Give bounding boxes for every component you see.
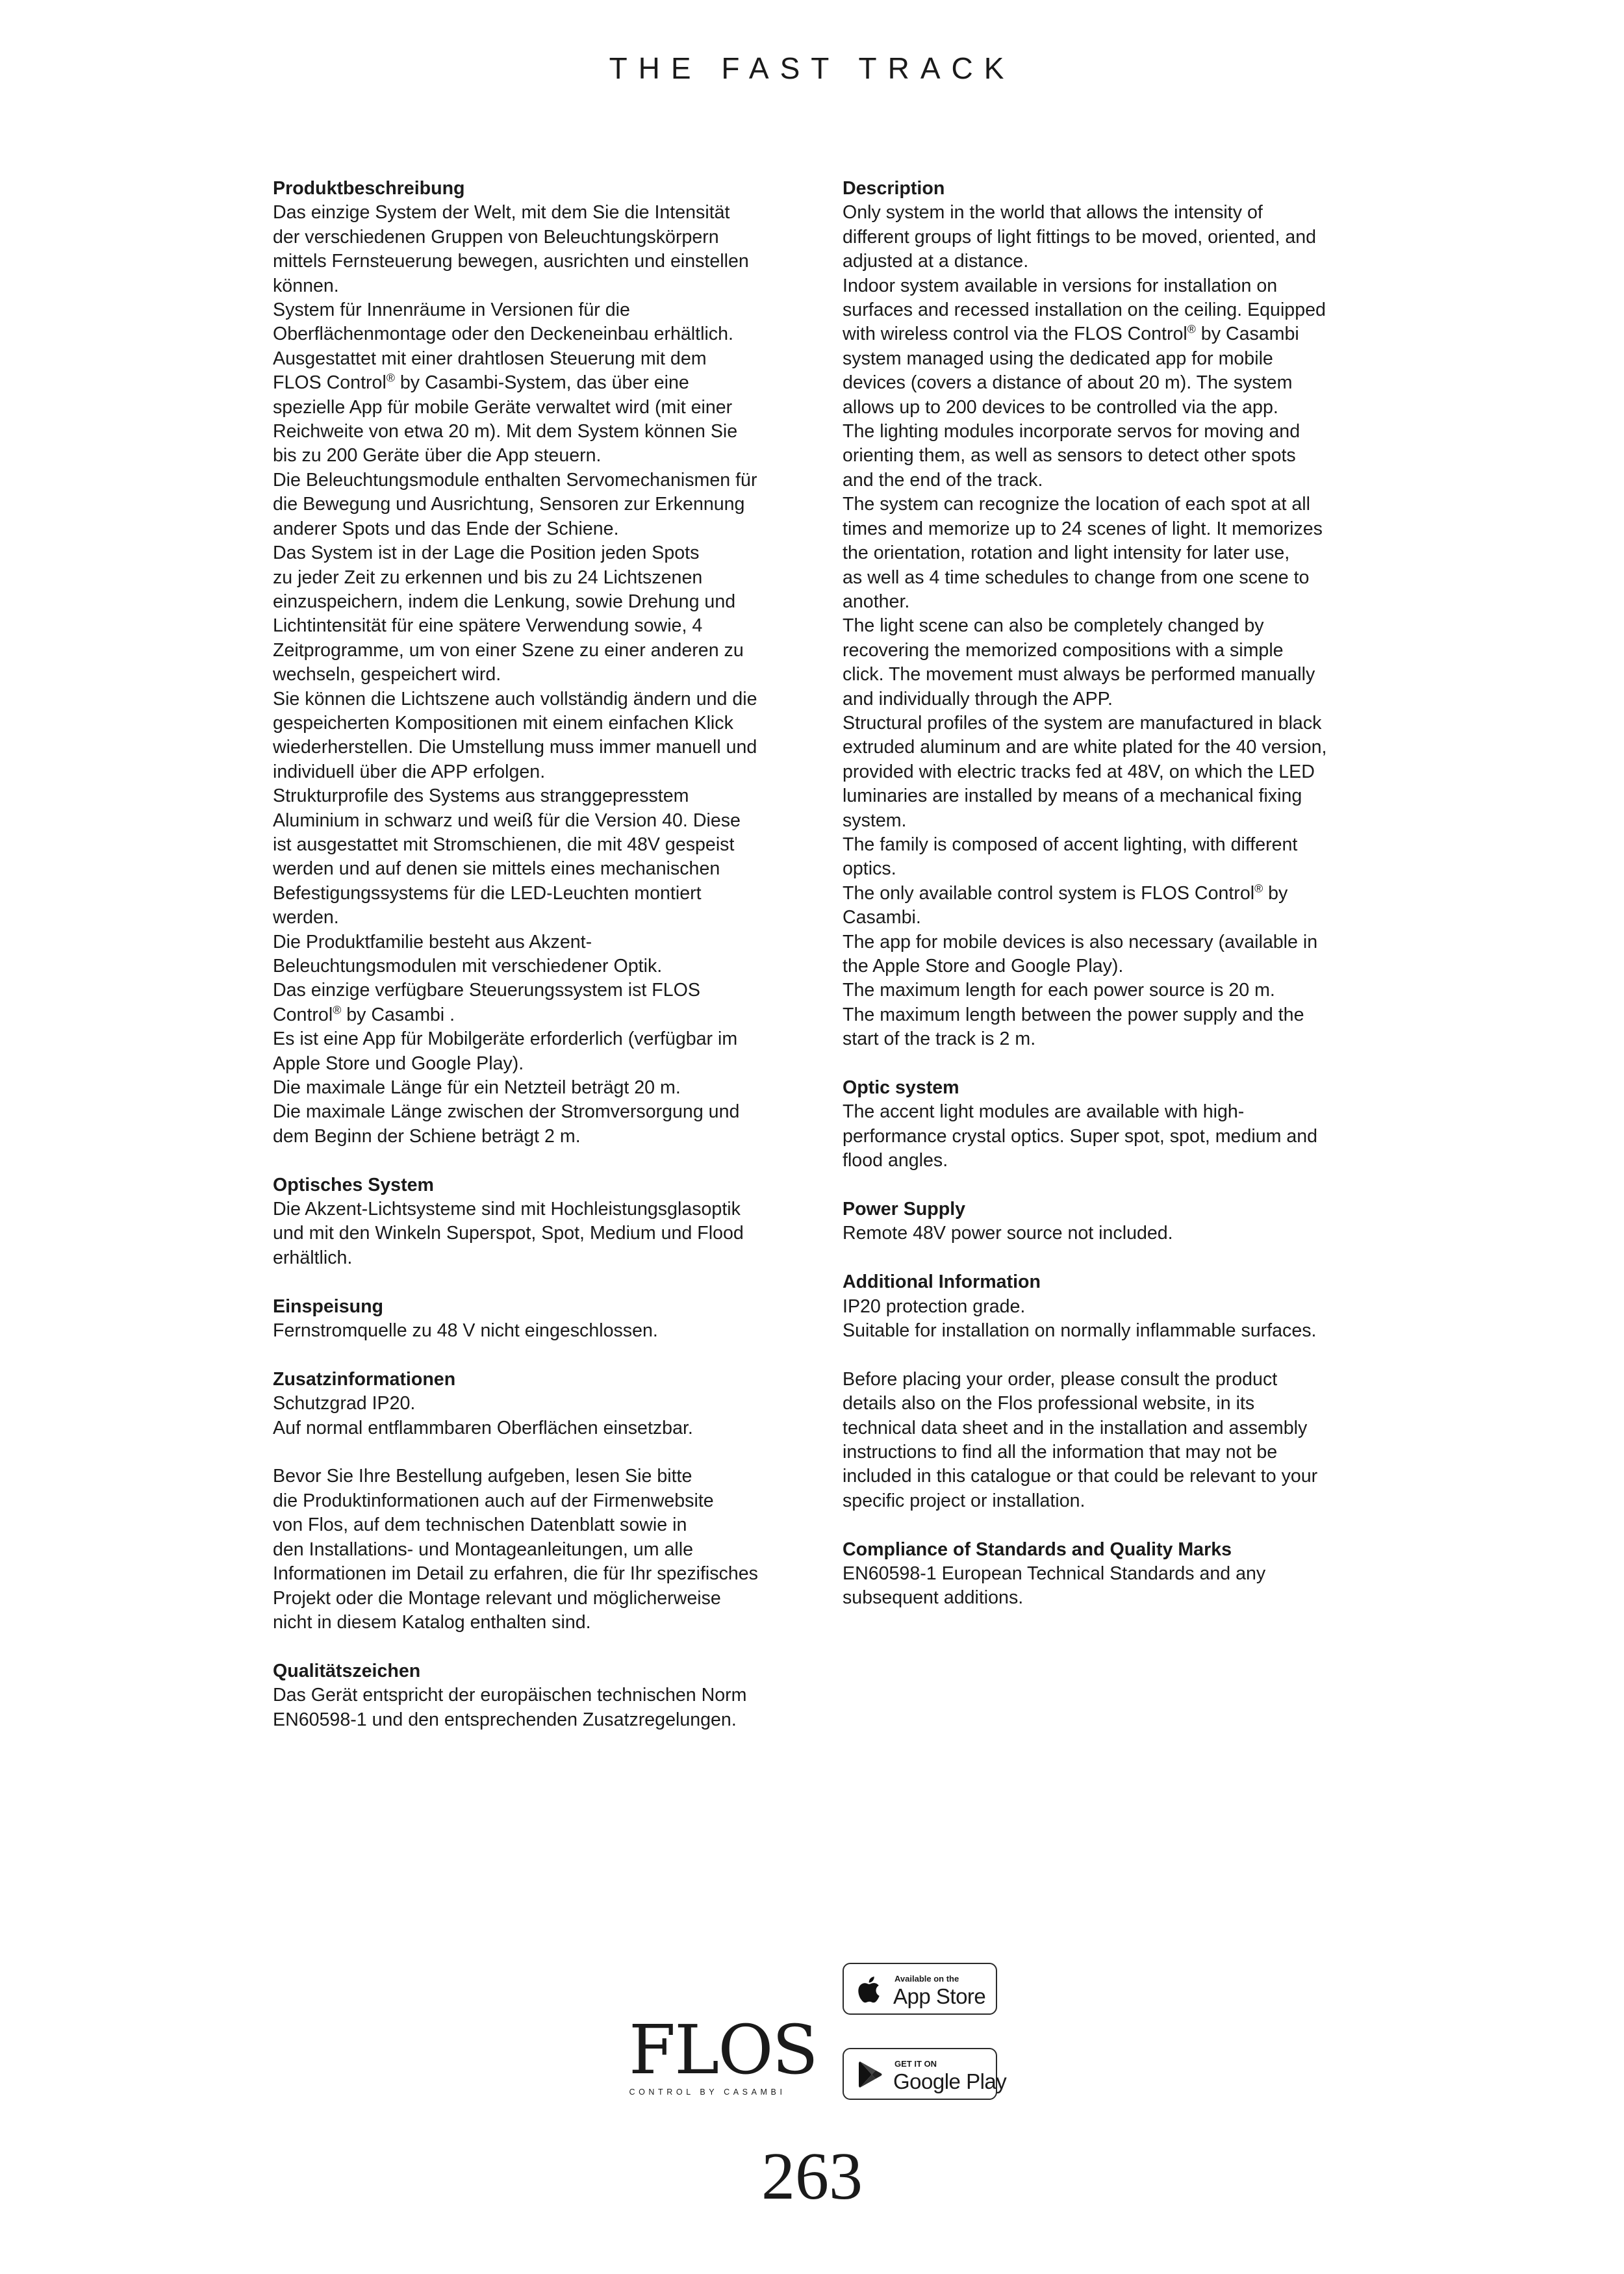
- text-line: nicht in diesem Katalog enthalten sind.: [273, 1611, 591, 1633]
- text-line: Schutzgrad IP20.: [273, 1393, 416, 1414]
- text-line: The maximum length between the power supply and the: [843, 1004, 1304, 1025]
- text-line: The only available control system is FLOS Control® by: [843, 882, 1288, 904]
- text-line: den Installations- und Montageanleitungen, um alle: [273, 1539, 693, 1560]
- text-line: and the end of the track.: [843, 469, 1043, 491]
- text-line: flood angles.: [843, 1150, 948, 1171]
- text-line: Befestigungssystems für die LED-Leuchten montiert: [273, 882, 702, 904]
- text-line: FLOS Control® by Casambi-System, das über eine: [273, 371, 689, 394]
- text-line: with wireless control via the FLOS Control® by Casambi: [843, 322, 1299, 345]
- text-line: The light scene can also be completely changed by: [843, 615, 1264, 637]
- google-play-icon: [856, 2059, 885, 2090]
- text-line: Bevor Sie Ihre Bestellung aufgeben, lesen Sie bitte: [273, 1466, 692, 1487]
- german-section: [273, 1173, 812, 1271]
- text-line: EN60598-1 European Technical Standards and any: [843, 1563, 1266, 1585]
- section-heading: Produktbeschreibung: [273, 178, 465, 199]
- text-line: The family is composed of accent lighting, with different: [843, 834, 1298, 855]
- text-line: wechseln, gespeichert wird.: [273, 664, 501, 685]
- german-section: [273, 1368, 812, 1440]
- german-section: [273, 1464, 812, 1635]
- text-line: system managed using the dedicated app for mobile: [843, 348, 1273, 369]
- text-line: Only system in the world that allows the intensity of: [843, 202, 1263, 224]
- text-line: gespeicherten Kompositionen mit einem einfachen Klick: [273, 712, 733, 734]
- text-line: Das einzige System der Welt, mit dem Sie die Intensität: [273, 202, 730, 224]
- text-line: Zeitprogramme, um von einer Szene zu einer anderen zu: [273, 639, 744, 661]
- section-heading: Compliance of Standards and Quality Marks: [843, 1539, 1232, 1560]
- page-title: THE FAST TRACK: [609, 51, 1015, 85]
- text-line: the orientation, rotation and light intensity for later use,: [843, 543, 1290, 564]
- text-line: Informationen im Detail zu erfahren, die für Ihr spezifisches: [273, 1563, 758, 1585]
- section-heading: Qualitätszeichen: [273, 1660, 421, 1681]
- text-line: devices (covers a distance of about 20 m). The system: [843, 372, 1293, 394]
- text-line: The app for mobile devices is also necessary (available in: [843, 931, 1318, 952]
- text-line: luminaries are installed by means of a mechanical fixing: [843, 786, 1302, 807]
- text-line: Indoor system available in versions for installation on: [843, 275, 1278, 296]
- text-line: provided with electric tracks fed at 48V, on which the LED: [843, 761, 1315, 782]
- text-line: wiederherstellen. Die Umstellung muss immer manuell und: [273, 737, 757, 758]
- english-section: [843, 177, 1382, 1052]
- text-line: erhältlich.: [273, 1247, 353, 1268]
- text-line: werden.: [273, 907, 339, 928]
- english-column: [843, 177, 1382, 1635]
- text-line: Control® by Casambi .: [273, 1003, 455, 1025]
- section-heading: Power Supply: [843, 1199, 966, 1220]
- section-heading: Optisches System: [273, 1174, 434, 1195]
- text-line: von Flos, auf dem technischen Datenblatt sowie in: [273, 1514, 687, 1536]
- german-section: [273, 177, 812, 1149]
- text-line: times and memorize up to 24 scenes of light. It memorizes: [843, 518, 1323, 539]
- text-line: click. The movement must always be performed manually: [843, 664, 1315, 685]
- german-section: [273, 1295, 812, 1344]
- text-line: Die Produktfamilie besteht aus Akzent-: [273, 931, 592, 952]
- app-store-badge[interactable]: [843, 1963, 997, 2015]
- text-line: Apple Store und Google Play).: [273, 1053, 524, 1074]
- text-line: Reichweite von etwa 20 m). Mit dem System können Sie: [273, 421, 738, 442]
- text-line: surfaces and recessed installation on the ceiling. Equipped: [843, 300, 1326, 321]
- app-store-badge-caption: Available on the: [894, 1974, 959, 1984]
- text-line: The lighting modules incorporate servos for moving and: [843, 421, 1300, 442]
- text-line: Lichtintensität für eine spätere Verwendung sowie, 4: [273, 615, 703, 637]
- text-line: können.: [273, 275, 339, 296]
- apple-icon: [856, 1974, 885, 2005]
- english-section: [843, 1368, 1382, 1513]
- text-line: Casambi.: [843, 907, 921, 928]
- german-section: [273, 1659, 812, 1732]
- text-line: extruded aluminum and are white plated for the 40 version,: [843, 737, 1327, 758]
- section-heading: Description: [843, 178, 945, 199]
- english-section: [843, 1197, 1382, 1246]
- text-line: individuell über die APP erfolgen.: [273, 761, 546, 782]
- text-line: Auf normal entflammbaren Oberflächen einsetzbar.: [273, 1417, 693, 1438]
- text-line: Die Beleuchtungsmodule enthalten Servomechanismen für: [273, 469, 757, 491]
- text-line: The accent light modules are available with high-: [843, 1101, 1245, 1123]
- text-line: Die maximale Länge für ein Netzteil beträgt 20 m.: [273, 1077, 681, 1099]
- text-line: adjusted at a distance.: [843, 251, 1029, 272]
- text-line: die Produktinformationen auch auf der Firmenwebsite: [273, 1490, 714, 1511]
- text-line: Structural profiles of the system are manufactured in black: [843, 712, 1322, 734]
- text-line: ist ausgestattet mit Stromschienen, die mit 48V gespeist: [273, 834, 735, 855]
- text-line: Oberflächenmontage oder den Deckeneinbau erhältlich.: [273, 324, 733, 345]
- text-line: start of the track is 2 m.: [843, 1028, 1036, 1050]
- text-line: technical data sheet and in the installation and assembly: [843, 1417, 1308, 1438]
- section-heading: Optic system: [843, 1077, 959, 1099]
- text-line: system.: [843, 810, 907, 831]
- text-line: and individually through the APP.: [843, 688, 1113, 709]
- text-line: Fernstromquelle zu 48 V nicht eingeschlossen.: [273, 1320, 658, 1342]
- flos-logo-subtitle: CONTROL BY CASAMBI: [629, 2088, 786, 2097]
- text-line: Suitable for installation on normally inflammable surfaces.: [843, 1320, 1317, 1342]
- text-line: spezielle App für mobile Geräte verwaltet wird (mit einer: [273, 396, 733, 418]
- text-line: specific project or installation.: [843, 1490, 1085, 1511]
- text-line: orienting them, as well as sensors to detect other spots: [843, 445, 1296, 466]
- text-line: recovering the memorized compositions with a simple: [843, 639, 1284, 661]
- text-line: Aluminium in schwarz und weiß für die Version 40. Diese: [273, 810, 741, 831]
- german-column: [273, 177, 812, 1756]
- text-line: und mit den Winkeln Superspot, Spot, Medium und Flood: [273, 1223, 744, 1244]
- text-line: different groups of light fittings to be moved, oriented, and: [843, 226, 1317, 248]
- app-store-badge-label: App Store: [893, 1984, 986, 2008]
- text-line: Ausgestattet mit einer drahtlosen Steuerung mit dem: [273, 348, 707, 369]
- text-line: Die maximale Länge zwischen der Stromversorgung und: [273, 1101, 740, 1123]
- text-line: anderer Spots und das Ende der Schiene.: [273, 518, 619, 539]
- text-line: Sie können die Lichtszene auch vollständig ändern und die: [273, 688, 757, 709]
- text-line: another.: [843, 591, 910, 612]
- section-heading: Zusatzinformationen: [273, 1368, 456, 1390]
- text-line: subsequent additions.: [843, 1587, 1024, 1609]
- flos-logo: [629, 2010, 817, 2108]
- text-line: details also on the Flos professional website, in its: [843, 1393, 1255, 1414]
- text-line: allows up to 200 devices to be controlled via the app.: [843, 396, 1278, 418]
- text-line: Das Gerät entspricht der europäischen technischen Norm: [273, 1685, 747, 1706]
- text-line: zu jeder Zeit zu erkennen und bis zu 24 Lichtszenen: [273, 567, 703, 588]
- text-line: Strukturprofile des Systems aus stranggepresstem: [273, 786, 689, 807]
- text-line: The system can recognize the location of each spot at all: [843, 494, 1311, 515]
- text-line: bis zu 200 Geräte über die App steuern.: [273, 445, 602, 466]
- text-line: performance crystal optics. Super spot, spot, medium and: [843, 1125, 1318, 1147]
- english-section: [843, 1270, 1382, 1343]
- section-heading: Einspeisung: [273, 1296, 383, 1317]
- text-line: instructions to find all the information that may not be: [843, 1442, 1278, 1463]
- google-play-badge[interactable]: [843, 2048, 1007, 2100]
- text-line: the Apple Store and Google Play).: [843, 956, 1124, 977]
- text-line: einzuspeichern, indem die Lenkung, sowie Drehung und: [273, 591, 736, 612]
- text-line: mittels Fernsteuerung bewegen, ausrichten und einstellen: [273, 251, 749, 272]
- text-line: Das System ist in der Lage die Position jeden Spots: [273, 543, 700, 564]
- text-line: Projekt oder die Montage relevant und möglicherweise: [273, 1587, 721, 1609]
- text-line: Es ist eine App für Mobilgeräte erforderlich (verfügbar im: [273, 1028, 738, 1050]
- text-line: Das einzige verfügbare Steuerungssystem ist FLOS: [273, 980, 700, 1001]
- english-section: [843, 1076, 1382, 1173]
- text-line: Beleuchtungsmodulen mit verschiedener Optik.: [273, 956, 663, 977]
- text-line: die Bewegung und Ausrichtung, Sensoren zur Erkennung: [273, 494, 745, 515]
- text-line: werden und auf denen sie mittels eines mechanischen: [273, 858, 720, 880]
- page-number: 263: [761, 2139, 863, 2214]
- google-play-badge-label: Google Play: [893, 2069, 1007, 2093]
- section-heading: Additional Information: [843, 1271, 1041, 1293]
- text-line: as well as 4 time schedules to change from one scene to: [843, 567, 1310, 588]
- text-line: dem Beginn der Schiene beträgt 2 m.: [273, 1125, 581, 1147]
- text-line: Before placing your order, please consult the product: [843, 1368, 1278, 1390]
- text-line: The maximum length for each power source is 20 m.: [843, 980, 1275, 1001]
- text-line: EN60598-1 und den entsprechenden Zusatzregelungen.: [273, 1709, 737, 1730]
- text-line: Remote 48V power source not included.: [843, 1223, 1173, 1244]
- text-line: Die Akzent-Lichtsysteme sind mit Hochleistungsglasoptik: [273, 1199, 741, 1220]
- english-section: [843, 1538, 1382, 1611]
- text-line: optics.: [843, 858, 896, 880]
- flos-logo-wordmark: FLOS: [629, 2010, 817, 2089]
- google-play-badge-caption: GET IT ON: [894, 2059, 937, 2069]
- text-line: included in this catalogue or that could be relevant to your: [843, 1466, 1318, 1487]
- text-line: System für Innenräume in Versionen für die: [273, 300, 630, 321]
- text-line: IP20 protection grade.: [843, 1296, 1026, 1317]
- text-line: der verschiedenen Gruppen von Beleuchtungskörpern: [273, 226, 719, 248]
